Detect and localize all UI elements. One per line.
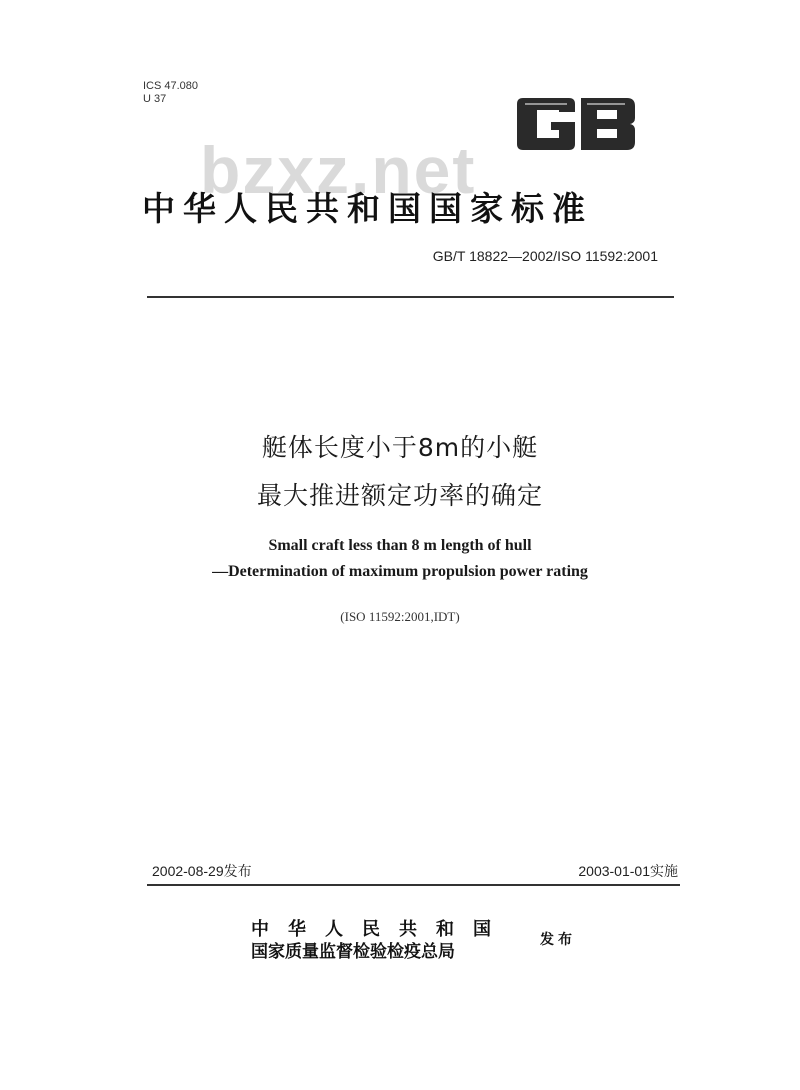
header-divider (147, 296, 674, 298)
issuer-agency: 国家质量监督检验检疫总局 (251, 942, 455, 962)
iso-equivalence-reference: (ISO 11592:2001,IDT) (340, 609, 460, 624)
issue-date: 2002-08-29发布 (152, 863, 252, 879)
issuer-country: 中华人民共和国 (251, 919, 510, 940)
ccs-code: U 37 (143, 93, 167, 105)
footer-divider (147, 884, 680, 886)
standard-number: GB/T 18822—2002/ISO 11592:2001 (432, 248, 658, 264)
english-title-line-2: —Determination of maximum propulsion power rating (212, 563, 588, 580)
standard-category-title: 中华人民共和国国家标准 (142, 189, 593, 228)
gb-logo-icon (515, 92, 639, 156)
issue-action: 发布 (540, 932, 576, 948)
chinese-title-line-1: 艇体长度小于8m的小艇 (261, 433, 539, 462)
english-title-line-1: Small craft less than 8 m length of hull (268, 537, 532, 554)
implementation-date: 2003-01-01实施 (578, 863, 678, 879)
chinese-title-line-2: 最大推进额定功率的确定 (256, 481, 543, 510)
ics-code: ICS 47.080 (143, 80, 199, 92)
watermark: bzxz.net (200, 133, 477, 207)
classification-codes (143, 80, 198, 106)
